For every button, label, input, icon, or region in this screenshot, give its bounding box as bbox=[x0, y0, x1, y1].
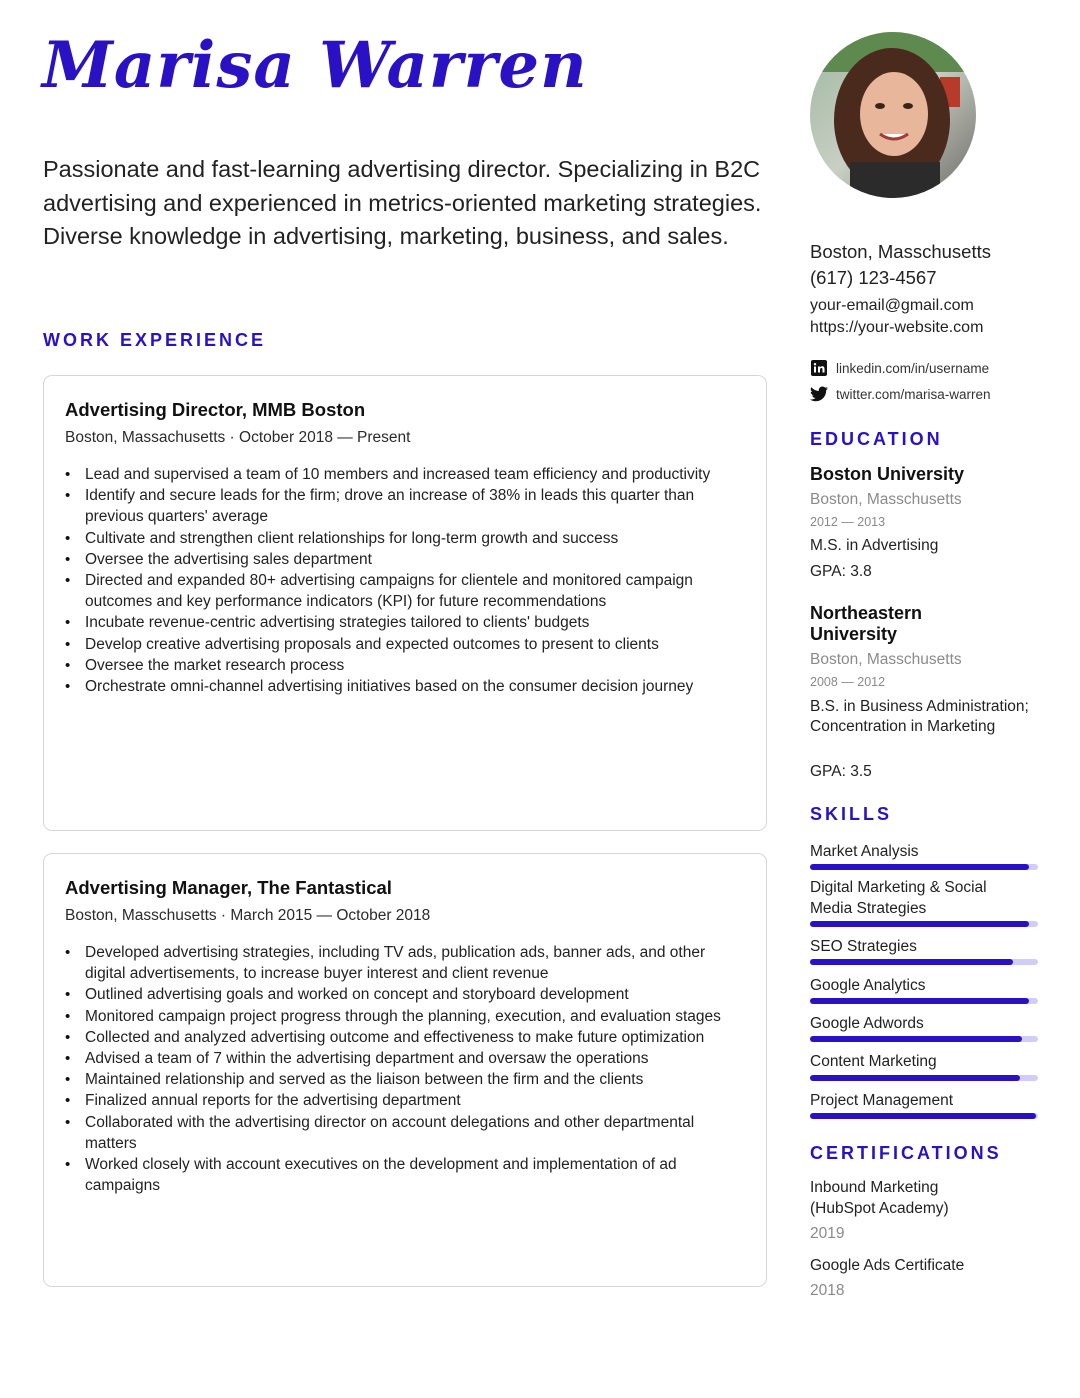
job-bullet: • Directed and expanded 80+ advertising campaigns for clientele and monitored campaign outcomes and key performance indicators (KPI) for future recommendations bbox=[65, 570, 744, 612]
job-bullet: • Identify and secure leads for the firm; drove an increase of 38% in leads this quarter than previous quarters' average bbox=[65, 485, 744, 527]
skill-label: SEO Strategies bbox=[810, 938, 917, 955]
skill-bar bbox=[810, 864, 1038, 870]
edu-location: Boston, Masschusetts bbox=[810, 651, 962, 668]
edu-school: Northeastern University bbox=[810, 603, 923, 644]
cert-name: Inbound Marketing (HubSpot Academy) bbox=[810, 1179, 949, 1217]
cert-name: Google Ads Certificate bbox=[810, 1257, 965, 1274]
job-bullet: • Oversee the market research process bbox=[65, 655, 744, 676]
social-twitter[interactable] bbox=[810, 385, 991, 403]
skill-label: Content Marketing bbox=[810, 1053, 937, 1070]
cert-year: 2018 bbox=[810, 1282, 845, 1299]
job-meta: Boston, Massachusetts · October 2018 — Present bbox=[65, 429, 411, 446]
skill-bar-fill bbox=[810, 864, 1029, 870]
skill-bar-fill bbox=[810, 959, 1013, 965]
job-bullet: • Develop creative advertising proposals and expected outcomes to present to clients bbox=[65, 634, 744, 655]
job-title: Advertising Director, MMB Boston bbox=[65, 399, 366, 420]
skill-bar-fill bbox=[810, 1113, 1036, 1119]
linkedin-icon bbox=[810, 359, 828, 377]
certifications-heading: CERTIFICATIONS bbox=[810, 1143, 1002, 1163]
skill-bar bbox=[810, 1036, 1038, 1042]
job-bullet: • Incubate revenue-centric advertising strategies tailored to clients' budgets bbox=[65, 612, 744, 633]
job-meta: Boston, Masschusetts · March 2015 — October 2018 bbox=[65, 907, 431, 924]
job-bullet: • Orchestrate omni-channel advertising initiatives based on the consumer decision journey bbox=[65, 676, 744, 697]
social-linkedin[interactable] bbox=[810, 359, 989, 377]
job-bullet: • Advised a team of 7 within the advertising department and oversaw the operations bbox=[65, 1048, 744, 1069]
skill-label: Market Analysis bbox=[810, 843, 919, 860]
skill-bar bbox=[810, 1075, 1038, 1081]
profile-photo bbox=[810, 32, 976, 198]
candidate-name: Marisa Warren bbox=[42, 28, 588, 103]
contact-email[interactable]: your-email@gmail.com bbox=[810, 297, 974, 314]
skills-heading: SKILLS bbox=[810, 804, 893, 824]
work-experience-heading: WORK EXPERIENCE bbox=[43, 330, 267, 350]
job-title: Advertising Manager, The Fantastical bbox=[65, 877, 392, 898]
skill-label: Digital Marketing & Social Media Strategies bbox=[810, 879, 987, 917]
skill-label: Google Analytics bbox=[810, 977, 926, 994]
edu-degree: B.S. in Business Administration; Concentration in Marketing bbox=[810, 698, 1029, 735]
job-bullet: • Developed advertising strategies, including TV ads, publication ads, banner ads, and other digital advertisements, to increase buyer interest and client revenue bbox=[65, 942, 744, 984]
job-card bbox=[43, 853, 767, 1287]
skill-bar-fill bbox=[810, 1036, 1022, 1042]
job-bullets bbox=[65, 464, 744, 697]
skill-bar-fill bbox=[810, 998, 1029, 1004]
job-bullet: • Finalized annual reports for the advertising department bbox=[65, 1090, 744, 1111]
skill-label: Google Adwords bbox=[810, 1015, 924, 1032]
job-card bbox=[43, 375, 767, 831]
cert-year: 2019 bbox=[810, 1225, 845, 1242]
contact-phone: (617) 123-4567 bbox=[810, 267, 937, 288]
job-bullet: • Monitored campaign project progress through the planning, execution, and evaluation stages bbox=[65, 1006, 744, 1027]
skill-bar bbox=[810, 959, 1038, 965]
skill-bar bbox=[810, 998, 1038, 1004]
profile-summary: Passionate and fast-learning advertising director. Specializing in B2C advertising and experienced in metrics-oriented marketing strategies. Diverse knowledge in advertising, marketing, business, and sales. bbox=[43, 156, 762, 249]
edu-years: 2008 — 2012 bbox=[810, 675, 886, 689]
edu-gpa: GPA: 3.5 bbox=[810, 763, 872, 780]
skill-label: Project Management bbox=[810, 1092, 954, 1109]
contact-location: Boston, Masschusetts bbox=[810, 241, 991, 262]
skill-bar bbox=[810, 1113, 1038, 1119]
twitter-icon bbox=[810, 385, 828, 403]
job-bullet: • Oversee the advertising sales department bbox=[65, 549, 744, 570]
social-label: twitter.com/marisa-warren bbox=[836, 386, 991, 402]
edu-location: Boston, Masschusetts bbox=[810, 491, 962, 508]
edu-degree: M.S. in Advertising bbox=[810, 537, 939, 554]
education-heading: EDUCATION bbox=[810, 429, 943, 449]
job-bullets bbox=[65, 942, 744, 1196]
social-label: linkedin.com/in/username bbox=[836, 360, 990, 376]
job-bullet: • Cultivate and strengthen client relationships for long-term growth and success bbox=[65, 528, 744, 549]
job-bullet: • Maintained relationship and served as the liaison between the firm and the clients bbox=[65, 1069, 744, 1090]
job-bullet: • Worked closely with account executives on the development and implementation of ad campaigns bbox=[65, 1154, 744, 1196]
contact-website[interactable]: https://your-website.com bbox=[810, 319, 984, 336]
job-bullet: • Collected and analyzed advertising outcome and effectiveness to make future optimization bbox=[65, 1027, 744, 1048]
edu-gpa: GPA: 3.8 bbox=[810, 563, 872, 580]
skill-bar-fill bbox=[810, 921, 1029, 927]
edu-years: 2012 — 2013 bbox=[810, 515, 886, 529]
skill-bar-fill bbox=[810, 1075, 1020, 1081]
job-bullet: • Lead and supervised a team of 10 members and increased team efficiency and productivity bbox=[65, 464, 744, 485]
job-bullet: • Collaborated with the advertising director on account delegations and other departmental matters bbox=[65, 1112, 744, 1154]
job-bullet: • Outlined advertising goals and worked on concept and storyboard development bbox=[65, 984, 744, 1005]
skill-bar bbox=[810, 921, 1038, 927]
edu-school: Boston University bbox=[810, 464, 965, 484]
